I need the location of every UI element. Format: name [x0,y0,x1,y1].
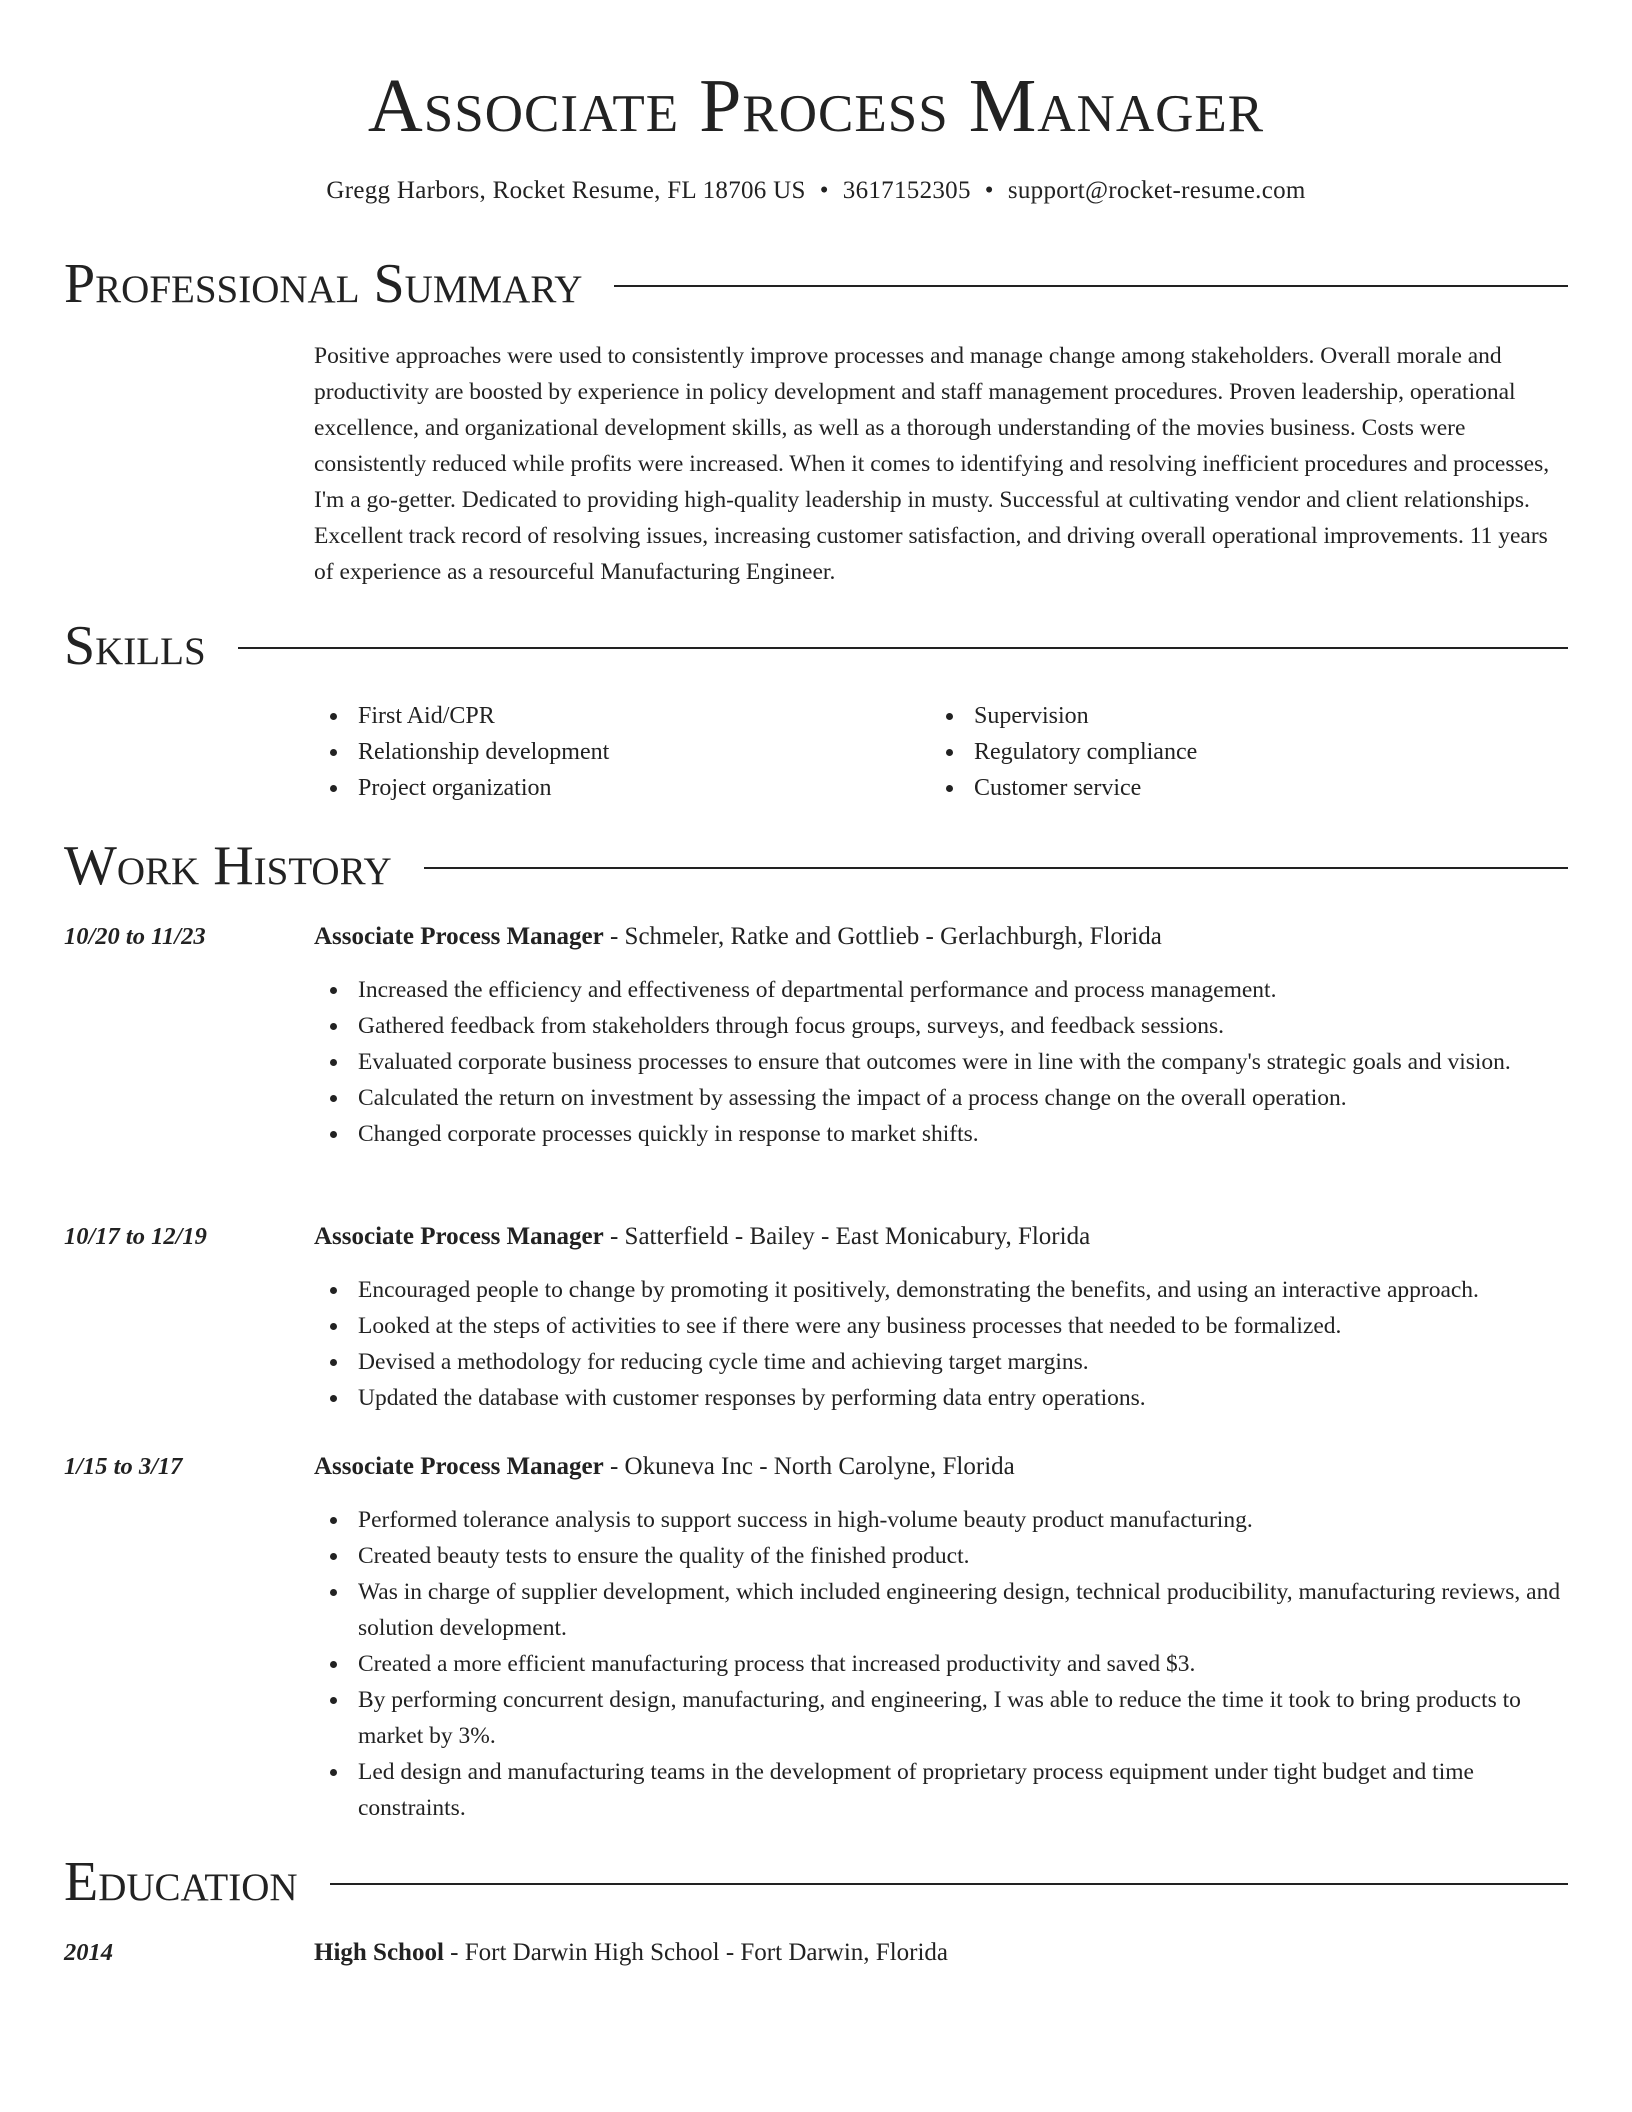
section-title: Skills [64,615,206,677]
education-entry [314,1936,1564,1970]
skill-item: First Aid/CPR [314,698,874,734]
job-bullet: Led design and manufacturing teams in the development of proprietary process equipment under tight budget and time constraints. [314,1754,1564,1826]
job-position: Associate Process Manager [314,1223,604,1250]
section-title: Professional Summary [64,253,583,315]
contact-separator: • [819,177,829,204]
contact-address: Gregg Harbors, Rocket Resume, FL 18706 US [326,177,806,204]
skill-item: Project organization [314,770,874,806]
job-bullets [314,1502,1564,1826]
job-dates: 10/17 to 12/19 [64,1223,207,1250]
job-bullet: By performing concurrent design, manufacturing, and engineering, I was able to reduce the time it took to bring products to market by 3%. [314,1682,1564,1754]
contact-separator: • [984,177,994,204]
job-bullet: Updated the database with customer responses by performing data entry operations. [314,1380,1564,1416]
contact-line [0,174,1632,208]
job-bullet: Evaluated corporate business processes to ensure that outcomes were in line with the company's strategic goals and vision. [314,1044,1564,1080]
job-bullet: Looked at the steps of activities to see if there were any business processes that needed to be formalized. [314,1308,1564,1344]
section-divider [614,285,1568,287]
job-bullet: Gathered feedback from stakeholders through focus groups, surveys, and feedback sessions. [314,1008,1564,1044]
section-divider [330,1883,1568,1885]
job-bullet: Performed tolerance analysis to support success in high-volume beauty product manufacturing. [314,1502,1564,1538]
section-title: Work History [64,835,392,897]
job-header [314,1220,1564,1254]
summary-text: Positive approaches were used to consistently improve processes and manage change among stakeholders. Overall morale and productivity are boosted by experience in policy development and staff management procedures. Proven leadership, operational excellence, and organizational development skills, as well as a thorough understanding of the movies business. Costs were consistently reduced while profits were increased. When it comes to identifying and resolving inefficient procedures and processes, I'm a go-getter. Dedicated to providing high-quality leadership in musty. Successful at cultivating vendor and client relationships. Excellent track record of resolving issues, increasing customer satisfaction, and driving overall operational improvements. 11 years of experience as a resourceful Manufacturing Engineer. [314,343,1550,585]
education-details: - Fort Darwin High School - Fort Darwin, Florida [443,1939,949,1966]
skills-list-left [314,698,874,806]
job-details: - Schmeler, Ratke and Gottlieb - Gerlachburgh, Florida [603,923,1162,950]
job-bullet: Calculated the return on investment by assessing the impact of a process change on the overall operation. [314,1080,1564,1116]
section-heading-skills [64,614,1568,678]
job-bullet: Created beauty tests to ensure the quality of the finished product. [314,1538,1564,1574]
education-degree: High School [314,1939,444,1966]
job-bullet: Was in charge of supplier development, which included engineering design, technical producibility, manufacturing reviews, and solution development. [314,1574,1564,1646]
job-position: Associate Process Manager [314,923,604,950]
job-position: Associate Process Manager [314,1453,604,1480]
job-bullet: Devised a methodology for reducing cycle time and achieving target margins. [314,1344,1564,1380]
section-divider [238,647,1568,649]
skill-item: Relationship development [314,734,874,770]
job-header [314,920,1564,954]
skill-item: Regulatory compliance [930,734,1490,770]
job-dates: 1/15 to 3/17 [64,1453,183,1480]
job-bullet: Encouraged people to change by promoting it positively, demonstrating the benefits, and using an interactive approach. [314,1272,1564,1308]
section-title: Education [64,1851,298,1913]
section-divider [424,867,1568,869]
job-details: - Satterfield - Bailey - East Monicabury, Florida [603,1223,1091,1250]
section-heading-work [64,834,1568,898]
contact-phone: 3617152305 [842,177,971,204]
job-bullets [314,972,1564,1152]
skill-item: Supervision [930,698,1490,734]
job-bullet: Increased the efficiency and effectiveness of departmental performance and process management. [314,972,1564,1008]
skill-item: Customer service [930,770,1490,806]
education-year: 2014 [64,1939,113,1966]
section-heading-education [64,1850,1568,1914]
section-heading-summary [64,252,1568,316]
job-bullet: Changed corporate processes quickly in response to market shifts. [314,1116,1564,1152]
resume-title: Associate Process Manager [367,64,1265,148]
job-dates: 10/20 to 11/23 [64,923,206,950]
skills-list-right [930,698,1490,806]
job-bullet: Created a more efficient manufacturing process that increased productivity and saved $3. [314,1646,1564,1682]
contact-email: support@rocket-resume.com [1007,177,1306,204]
job-bullets [314,1272,1564,1416]
job-details: - Okuneva Inc - North Carolyne, Florida [603,1453,1015,1480]
job-header [314,1450,1564,1484]
